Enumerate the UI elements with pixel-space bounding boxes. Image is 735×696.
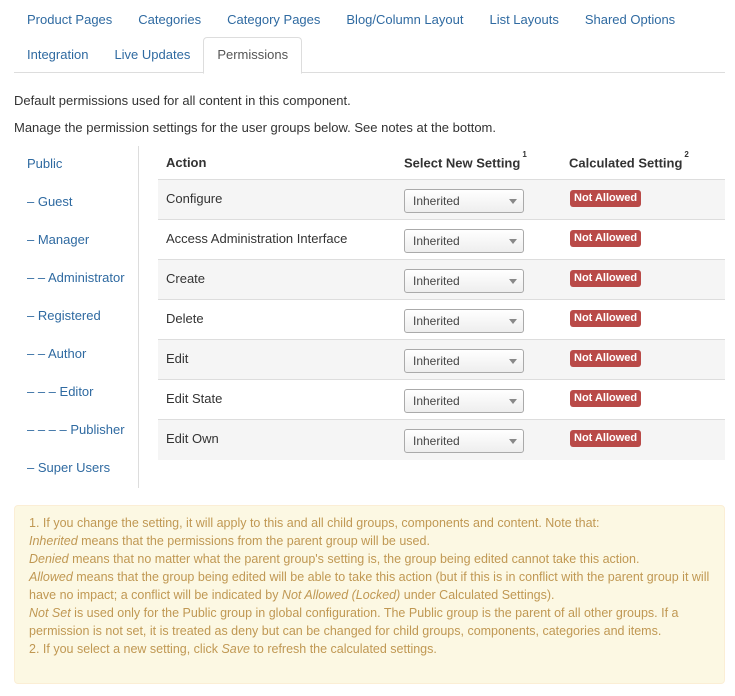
setting-select[interactable] [404,389,524,413]
calculated-badge: Not Allowed [570,390,641,407]
table-row [158,300,725,340]
action-label: Edit Own [166,431,219,446]
group-public[interactable]: Public [27,156,63,171]
setting-select[interactable] [404,309,524,333]
permissions-notes [14,505,725,684]
notset-text: is used only for the Public group in global configuration. The Public group is the parent of all other groups. If a permission is not set, it is treated as deny but can be changed for child groups, components, categories and items. [29,606,679,638]
group-editor[interactable]: – – – Editor [27,384,94,399]
tab-row-2 [14,37,302,73]
tab-permissions[interactable]: Permissions [203,37,302,74]
calculated-badge: Not Allowed [570,230,641,247]
allowed-text-b: under Calculated Settings). [400,588,555,602]
note-not-set [29,604,710,640]
action-label: Edit State [166,391,223,406]
save-term: Save [221,642,250,656]
locked-term: Not Allowed (Locked) [281,588,401,602]
header-select-label: Select New Setting [404,155,521,171]
note-allowed [29,568,710,604]
tab-bar [14,2,725,73]
allowed-text-a: means that the group being edited will be able to take this action (but if this is in conflict with the parent group it will have no impact; a conflict will be indicated by [29,570,710,602]
caret-down-icon [509,239,517,244]
calculated-badge: Not Allowed [570,190,641,207]
setting-select[interactable] [404,189,524,213]
group-manager[interactable]: – Manager [27,232,90,247]
denied-term: Denied [29,552,69,566]
caret-down-icon [509,399,517,404]
note-2 [29,640,710,658]
table-row [158,420,725,460]
tab-categories[interactable]: Categories [138,12,202,27]
setting-select[interactable] [404,269,524,293]
tab-blog-column-layout[interactable]: Blog/Column Layout [346,12,464,27]
notset-term: Not Set [29,606,71,620]
denied-text: means that no matter what the parent group's setting is, the group being edited cannot take this action. [68,552,640,566]
group-author[interactable]: – – Author [27,346,87,361]
allowed-term: Allowed [29,570,73,584]
header-calculated-label: Calculated Setting [569,155,683,171]
header-select-note: 1 [522,150,527,159]
tab-shared-options[interactable]: Shared Options [584,12,676,27]
table-row [158,340,725,380]
note-denied [29,550,710,568]
calculated-badge: Not Allowed [570,310,641,327]
setting-value: Inherited [413,354,460,368]
action-label: Access Administration Interface [166,231,348,246]
tab-list-layouts[interactable]: List Layouts [489,12,559,27]
calculated-badge: Not Allowed [570,430,641,447]
manage-permissions-text: Manage the permission settings for the user groups below. See notes at the bottom. [14,120,497,135]
tab-integration[interactable]: Integration [27,47,89,62]
inherited-text: means that the permissions from the parent group will be used. [77,534,430,548]
tab-category-pages[interactable]: Category Pages [227,12,321,27]
permissions-table [158,146,725,460]
setting-value: Inherited [413,314,460,328]
table-row [158,220,725,260]
action-label: Delete [166,311,204,326]
header-calculated-note: 2 [684,150,689,159]
header-select-new-setting [404,150,527,171]
action-label: Create [166,271,206,286]
calculated-badge: Not Allowed [570,350,641,367]
group-super-users[interactable]: – Super Users [27,460,111,475]
user-group-list [14,146,139,488]
caret-down-icon [509,359,517,364]
setting-value: Inherited [413,234,460,248]
group-publisher[interactable]: – – – – Publisher [27,422,125,437]
default-permissions-text: Default permissions used for all content in this component. [14,93,351,108]
table-row [158,260,725,300]
table-row [158,180,725,220]
group-administrator[interactable]: – – Administrator [27,270,125,285]
table-header [158,146,725,180]
setting-select[interactable] [404,229,524,253]
calculated-badge: Not Allowed [570,270,641,287]
setting-value: Inherited [413,194,460,208]
caret-down-icon [509,439,517,444]
tab-product-pages[interactable]: Product Pages [27,12,113,27]
action-label: Edit [166,351,189,366]
header-action: Action [166,155,207,170]
setting-value: Inherited [413,394,460,408]
inherited-term: Inherited [29,534,78,548]
note-2-text-a: 2. If you select a new setting, click [29,642,222,656]
group-registered[interactable]: – Registered [27,308,101,323]
note-inherited [29,532,710,550]
caret-down-icon [509,319,517,324]
header-calculated-setting [569,150,689,171]
note-1-intro: 1. If you change the setting, it will apply to this and all child groups, components and content. Note that: [29,516,600,530]
table-row [158,380,725,420]
tab-live-updates[interactable]: Live Updates [114,47,191,62]
setting-value: Inherited [413,274,460,288]
setting-select[interactable] [404,429,524,453]
caret-down-icon [509,199,517,204]
group-guest[interactable]: – Guest [27,194,73,209]
setting-select[interactable] [404,349,524,373]
setting-value: Inherited [413,434,460,448]
caret-down-icon [509,279,517,284]
note-2-text-b: to refresh the calculated settings. [249,642,437,656]
tab-row-1 [14,2,688,38]
action-label: Configure [166,191,223,206]
